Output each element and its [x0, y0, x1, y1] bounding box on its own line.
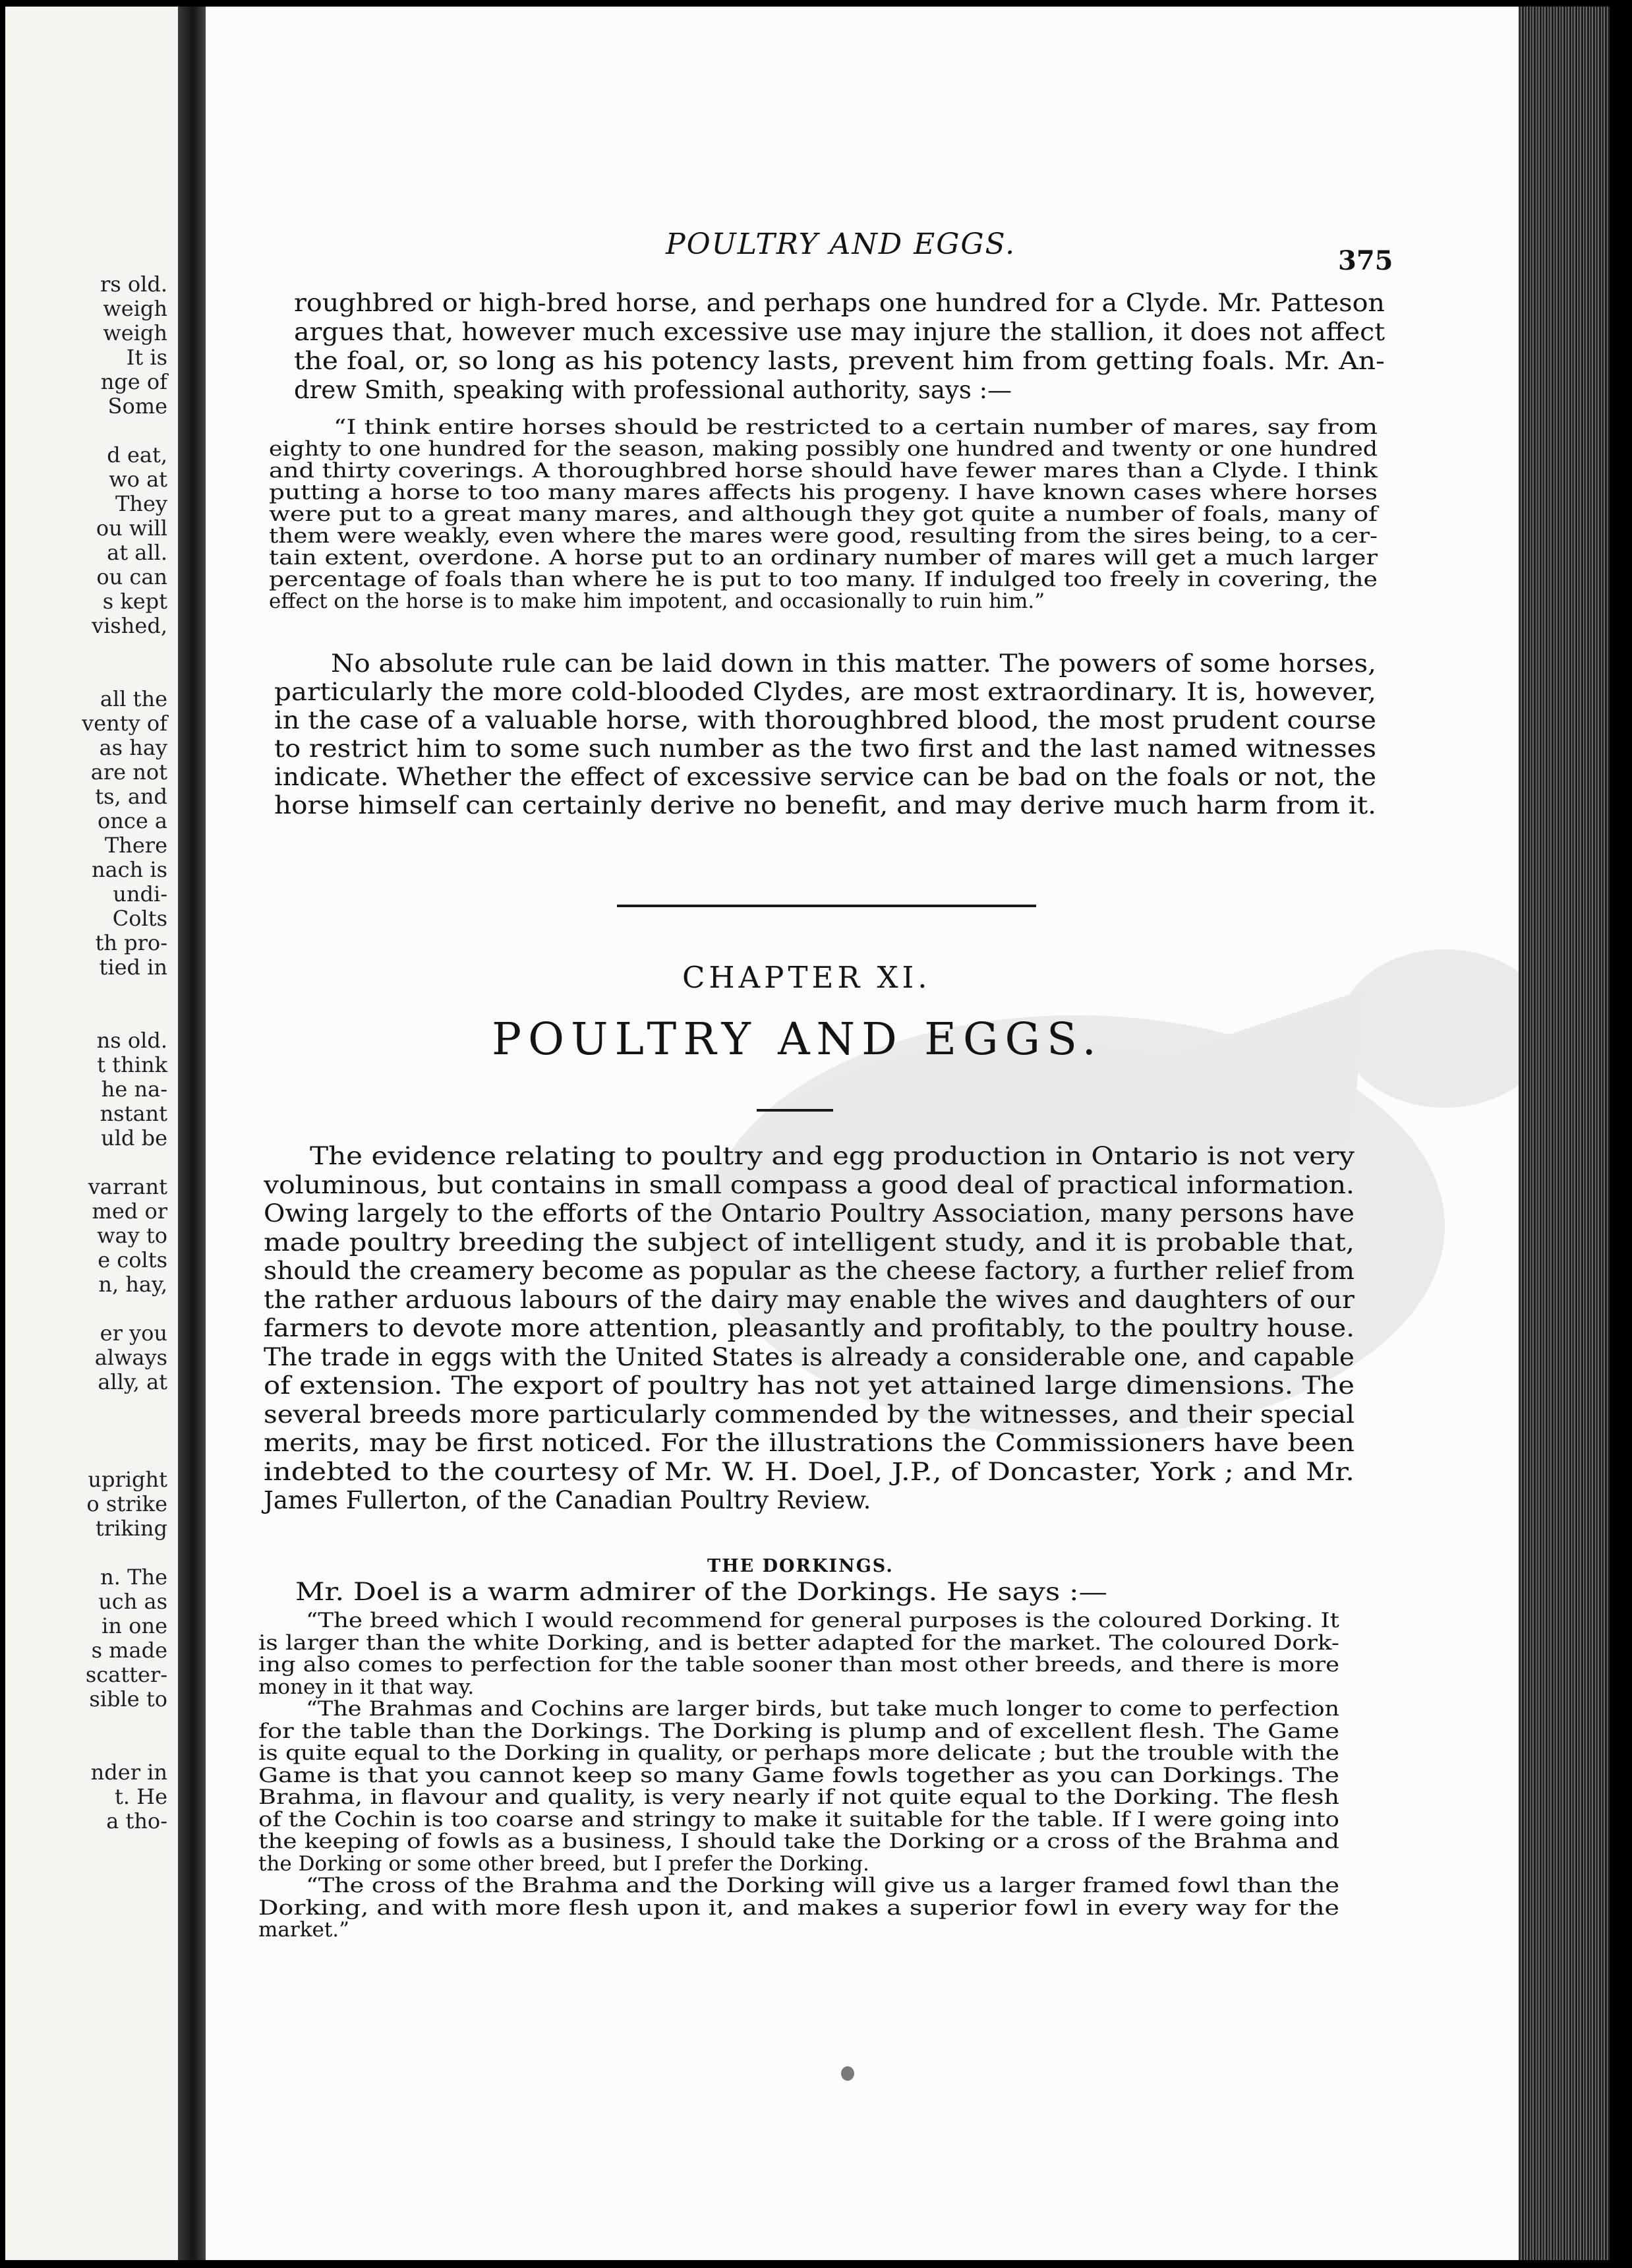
- facing-page-line: Some: [107, 394, 167, 419]
- facing-page-line: med or: [92, 1199, 167, 1224]
- text-line: the rather arduous labours of the dairy may enable the wives and daughters of our: [264, 1285, 1355, 1314]
- text-line: “The Brahmas and Cochins are larger birds, but take much longer to come to perfection: [306, 1697, 1340, 1721]
- facing-page-line: s kept: [102, 589, 167, 614]
- facing-page-line: uld be: [101, 1125, 167, 1150]
- text-line: of extension. The export of poultry has not yet attained large dimensions. The: [264, 1371, 1355, 1400]
- text-line: argues that, however much excessive use may injure the stallion, it does not affect: [294, 318, 1385, 346]
- text-line: of the Cochin is too coarse and stringy to make it suitable for the table. If I were going into: [258, 1807, 1339, 1832]
- text-line: drew Smith, speaking with professional authority, says :—: [294, 376, 1012, 404]
- scan-border-bottom: [0, 2260, 1632, 2268]
- book-gutter: [178, 7, 206, 2260]
- facing-page-line: e colts: [98, 1247, 167, 1272]
- page-number: 375: [1338, 245, 1393, 276]
- facing-page-line: once a: [98, 808, 167, 833]
- text-line: percentage of foals than where he is put to too many. If indulged too freely in covering, the: [269, 568, 1378, 591]
- facing-page-line: triking: [95, 1516, 167, 1541]
- facing-page-line: in one: [102, 1613, 167, 1638]
- facing-page-line: scatter-: [85, 1662, 167, 1687]
- facing-page-line: er you: [100, 1321, 167, 1346]
- text-line: ing also comes to perfection for the table sooner than most other breeds, and there is more: [258, 1653, 1340, 1677]
- text-line: the keeping of fowls as a business, I should take the Dorking or a cross of the Brahma and: [258, 1830, 1340, 1853]
- text-line: putting a horse to too many mares affects his progeny. I have known cases where horses: [269, 481, 1378, 504]
- facing-page-line: th pro-: [95, 930, 167, 955]
- facing-page-line: ns old.: [96, 1028, 167, 1053]
- text-line: and thirty coverings. A thoroughbred horse should have fewer mares than a Clyde. I think: [269, 459, 1378, 483]
- facing-page-line: upright: [88, 1467, 167, 1492]
- text-line: is quite equal to the Dorking in quality, or perhaps more delicate ; but the trouble with the: [258, 1741, 1339, 1765]
- text-line: voluminous, but contains in small compass a good deal of practical information.: [264, 1170, 1355, 1199]
- facing-page-line: wo at: [109, 467, 167, 492]
- facing-page-line: all the: [100, 686, 167, 711]
- facing-page-line: It is: [126, 345, 167, 370]
- facing-page-fragment: [5, 7, 178, 2260]
- text-line: “The breed which I would recommend for general purposes is the coloured Dorking. It: [306, 1609, 1339, 1632]
- text-line: Dorking, and with more flesh upon it, and makes a superior fowl in every way for the: [258, 1895, 1340, 1920]
- facing-page-line: a tho-: [106, 1808, 167, 1834]
- text-line: eighty to one hundred for the season, making possibly one hundred and twenty or one hundred: [269, 437, 1378, 461]
- text-line: them were weakly, even where the mares were good, resulting from the sires being, to a cer-: [269, 524, 1378, 548]
- facing-page-line: undi-: [113, 881, 167, 907]
- text-line: market.”: [258, 1918, 349, 1942]
- scan-border-left: [0, 0, 5, 2268]
- facing-page-line: nge of: [100, 369, 167, 394]
- scan-border-top: [0, 0, 1632, 7]
- text-line: the Dorking or some other breed, but I prefer the Dorking.: [258, 1851, 869, 1876]
- text-line: to restrict him to some such number as the two first and the last named witnesses: [274, 734, 1377, 763]
- facing-page-line: weigh: [103, 320, 167, 345]
- text-line: indebted to the courtesy of Mr. W. H. Doel, J.P., of Doncaster, York ; and Mr.: [264, 1457, 1355, 1486]
- text-line: merits, may be first noticed. For the illustrations the Commissioners have been: [264, 1429, 1355, 1457]
- facing-page-line: t. He: [114, 1784, 167, 1809]
- facing-page-line: varrant: [88, 1174, 167, 1199]
- facing-page-line: n. The: [100, 1565, 167, 1590]
- page-stack-edge: [1519, 7, 1610, 2260]
- facing-page-line: he na-: [101, 1077, 167, 1102]
- facing-page-line: are not: [90, 760, 167, 785]
- text-line: the foal, or, so long as his potency lasts, prevent him from getting foals. Mr. An-: [294, 347, 1385, 375]
- text-line: is larger than the white Dorking, and is better adapted for the market. The coloured Dork-: [258, 1630, 1339, 1655]
- facing-page-line: They: [115, 491, 167, 516]
- facing-page-line: There: [104, 833, 167, 858]
- section-heading: THE DORKINGS.: [707, 1556, 894, 1576]
- text-line: James Fullerton, of the Canadian Poultry Review.: [264, 1486, 871, 1514]
- text-line: farmers to devote more attention, pleasantly and profitably, to the poultry house.: [264, 1314, 1355, 1342]
- title-rule: [757, 1109, 833, 1112]
- text-line: effect on the horse is to make him impotent, and occasionally to ruin him.”: [269, 589, 1045, 613]
- facing-page-line: sible to: [89, 1686, 167, 1712]
- text-line: should the creamery become as popular as the cheese factory, a further relief from: [264, 1257, 1355, 1285]
- text-line: several breeds more particularly commended by the witnesses, and their special: [264, 1400, 1355, 1429]
- facing-page-line: as hay: [99, 735, 167, 760]
- facing-page-line: nder in: [90, 1760, 167, 1785]
- text-line: roughbred or high-bred horse, and perhaps one hundred for a Clyde. Mr. Patteson: [294, 289, 1385, 317]
- facing-page-line: weigh: [103, 296, 167, 321]
- text-line: Owing largely to the efforts of the Ontario Poultry Association, many persons have: [264, 1199, 1355, 1228]
- running-head: POULTRY AND EGGS.: [666, 227, 1016, 261]
- text-line: “I think entire horses should be restricted to a certain number of mares, say from: [334, 415, 1378, 439]
- text-line: were put to a great many mares, and although they got quite a number of foals, many of: [269, 502, 1378, 526]
- facing-page-line: ts, and: [95, 784, 167, 809]
- scan-border-right: [1610, 0, 1632, 2268]
- facing-page-line: o strike: [86, 1491, 167, 1516]
- facing-page-line: always: [94, 1345, 167, 1370]
- text-line: tain extent, overdone. A horse put to an ordinary number of mares will get a much larger: [269, 546, 1378, 570]
- text-line: Brahma, in flavour and quality, is very nearly if not quite equal to the Dorking. The flesh: [258, 1785, 1340, 1809]
- text-line: indicate. Whether the effect of excessive service can be bad on the foals or not, the: [274, 763, 1377, 791]
- chapter-title: POULTRY AND EGGS.: [492, 1013, 1103, 1065]
- facing-page-line: t think: [97, 1052, 167, 1077]
- text-line: “The cross of the Brahma and the Dorking will give us a larger framed fowl than the: [306, 1874, 1340, 1897]
- text-line: in the case of a valuable horse, with thoroughbred blood, the most prudent course: [274, 706, 1377, 734]
- facing-page-line: rs old.: [100, 272, 167, 297]
- chapter-rule: [617, 905, 1036, 907]
- text-line: money in it that way.: [258, 1675, 475, 1699]
- chapter-label: CHAPTER XI.: [682, 960, 931, 995]
- facing-page-line: way to: [97, 1223, 167, 1248]
- facing-page-line: at all.: [107, 540, 167, 565]
- ink-spot: [841, 2066, 854, 2081]
- facing-page-line: d eat,: [107, 442, 167, 467]
- facing-page-line: n, hay,: [98, 1272, 167, 1297]
- facing-page-line: nach is: [91, 857, 167, 882]
- facing-page-line: Colts: [112, 906, 167, 931]
- facing-page-line: ou can: [96, 564, 167, 589]
- facing-page-line: venty of: [82, 711, 167, 736]
- text-line: horse himself can certainly derive no benefit, and may derive much harm from it.: [274, 791, 1376, 820]
- doel-intro: Mr. Doel is a warm admirer of the Dorkings. He says :—: [295, 1578, 1107, 1606]
- text-line: for the table than the Dorkings. The Dorking is plump and of excellent flesh. The Game: [258, 1719, 1340, 1743]
- text-line: The trade in eggs with the United States is already a considerable one, and capable: [264, 1342, 1355, 1371]
- facing-page-line: ally, at: [98, 1369, 167, 1394]
- facing-page-line: tied in: [99, 955, 167, 980]
- facing-page-line: vished,: [92, 613, 167, 638]
- facing-page-line: nstant: [100, 1101, 167, 1126]
- text-line: Game is that you cannot keep so many Game fowls together as you can Dorkings. The: [258, 1763, 1340, 1787]
- text-line: particularly the more cold-blooded Clydes, are most extraordinary. It is, however,: [274, 678, 1376, 706]
- text-line: The evidence relating to poultry and egg production in Ontario is not very: [310, 1142, 1355, 1170]
- text-line: No absolute rule can be laid down in this matter. The powers of some horses,: [331, 649, 1377, 678]
- text-line: made poultry breeding the subject of intelligent study, and it is probable that,: [264, 1228, 1355, 1257]
- facing-page-line: uch as: [98, 1589, 167, 1614]
- facing-page-line: s made: [91, 1638, 167, 1663]
- facing-page-line: ou will: [96, 516, 167, 541]
